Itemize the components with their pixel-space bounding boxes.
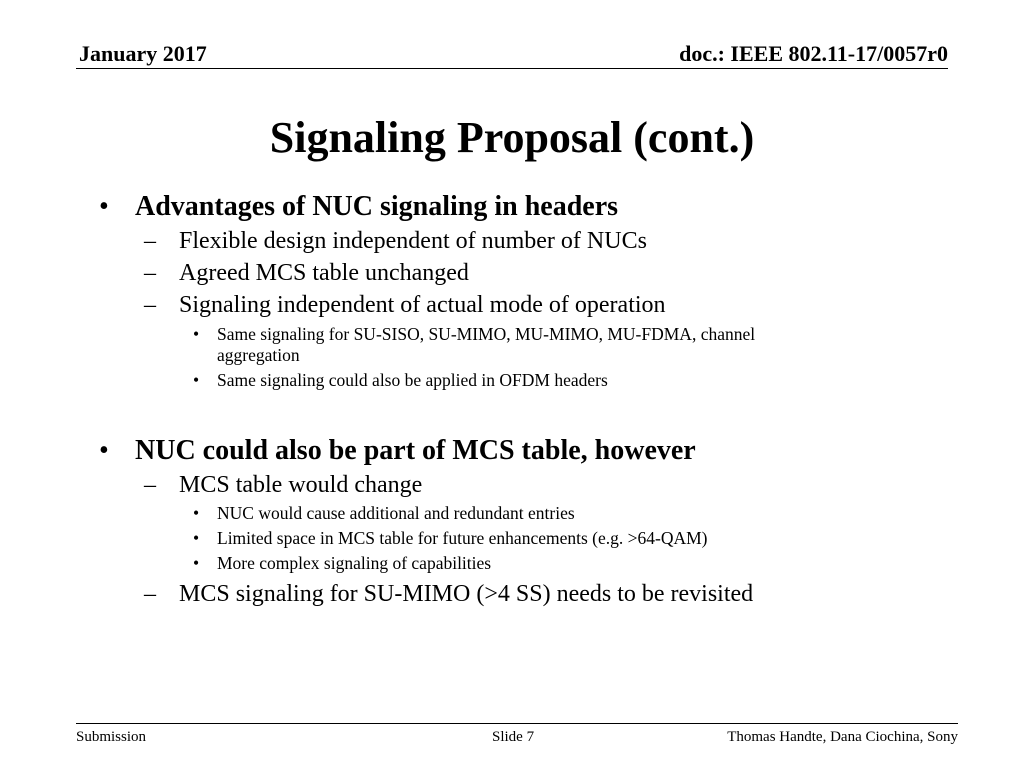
header-doc-id: doc.: IEEE 802.11-17/0057r0 bbox=[679, 41, 948, 66]
sub-list-item bbox=[193, 528, 708, 549]
dash-icon: – bbox=[144, 581, 156, 607]
sub-list-item-text: Same signaling could also be applied in OFDM headers bbox=[217, 370, 608, 390]
sub-list-item bbox=[193, 503, 575, 524]
bullet-icon: • bbox=[193, 324, 200, 344]
list-item bbox=[144, 290, 666, 320]
list-item-text: MCS table would change bbox=[179, 472, 423, 498]
sub-list-item-text: Same signaling for SU-SISO, SU-MIMO, MU-MIMO, MU-FDMA, channel bbox=[217, 324, 756, 344]
list-item-text: Agreed MCS table unchanged bbox=[179, 260, 469, 286]
section-heading-text: NUC could also be part of MCS table, however bbox=[135, 435, 696, 466]
footer-authors: Thomas Handte, Dana Ciochina, Sony bbox=[727, 729, 958, 745]
list-item-text: Flexible design independent of number of NUCs bbox=[179, 228, 647, 254]
section-heading bbox=[99, 190, 619, 224]
footer-submission: Submission bbox=[76, 729, 147, 745]
bullet-icon: • bbox=[193, 528, 200, 548]
sub-list-item bbox=[193, 324, 756, 345]
list-item bbox=[144, 258, 469, 288]
section-heading bbox=[99, 434, 696, 468]
footer-slide-number: Slide 7 bbox=[492, 729, 535, 745]
sub-list-item-text: Limited space in MCS table for future enhancements (e.g. >64-QAM) bbox=[217, 528, 708, 548]
header-date: January 2017 bbox=[79, 41, 207, 66]
dash-icon: – bbox=[144, 260, 156, 286]
slide-title: Signaling Proposal (cont.) bbox=[269, 113, 755, 162]
list-item-text: Signaling independent of actual mode of operation bbox=[179, 292, 666, 318]
bullet-icon: • bbox=[193, 370, 200, 390]
sub-list-item-text: More complex signaling of capabilities bbox=[217, 553, 492, 573]
sub-list-item-continuation: aggregation bbox=[217, 345, 300, 365]
sub-list-item bbox=[193, 553, 492, 574]
list-item bbox=[144, 579, 754, 609]
list-item bbox=[144, 226, 647, 256]
sub-list-item bbox=[193, 370, 608, 391]
dash-icon: – bbox=[144, 472, 156, 498]
list-item-text: MCS signaling for SU-MIMO (>4 SS) needs to be revisited bbox=[179, 581, 754, 607]
bullet-icon: • bbox=[99, 191, 109, 222]
bullet-icon: • bbox=[99, 435, 109, 466]
sub-list-item-text: NUC would cause additional and redundant entries bbox=[217, 503, 575, 523]
header-divider bbox=[76, 68, 948, 69]
list-item bbox=[144, 470, 423, 500]
bullet-icon: • bbox=[193, 503, 200, 523]
footer-divider bbox=[76, 723, 958, 724]
section-heading-text: Advantages of NUC signaling in headers bbox=[135, 191, 619, 222]
dash-icon: – bbox=[144, 292, 156, 318]
dash-icon: – bbox=[144, 228, 156, 254]
bullet-icon: • bbox=[193, 553, 200, 573]
